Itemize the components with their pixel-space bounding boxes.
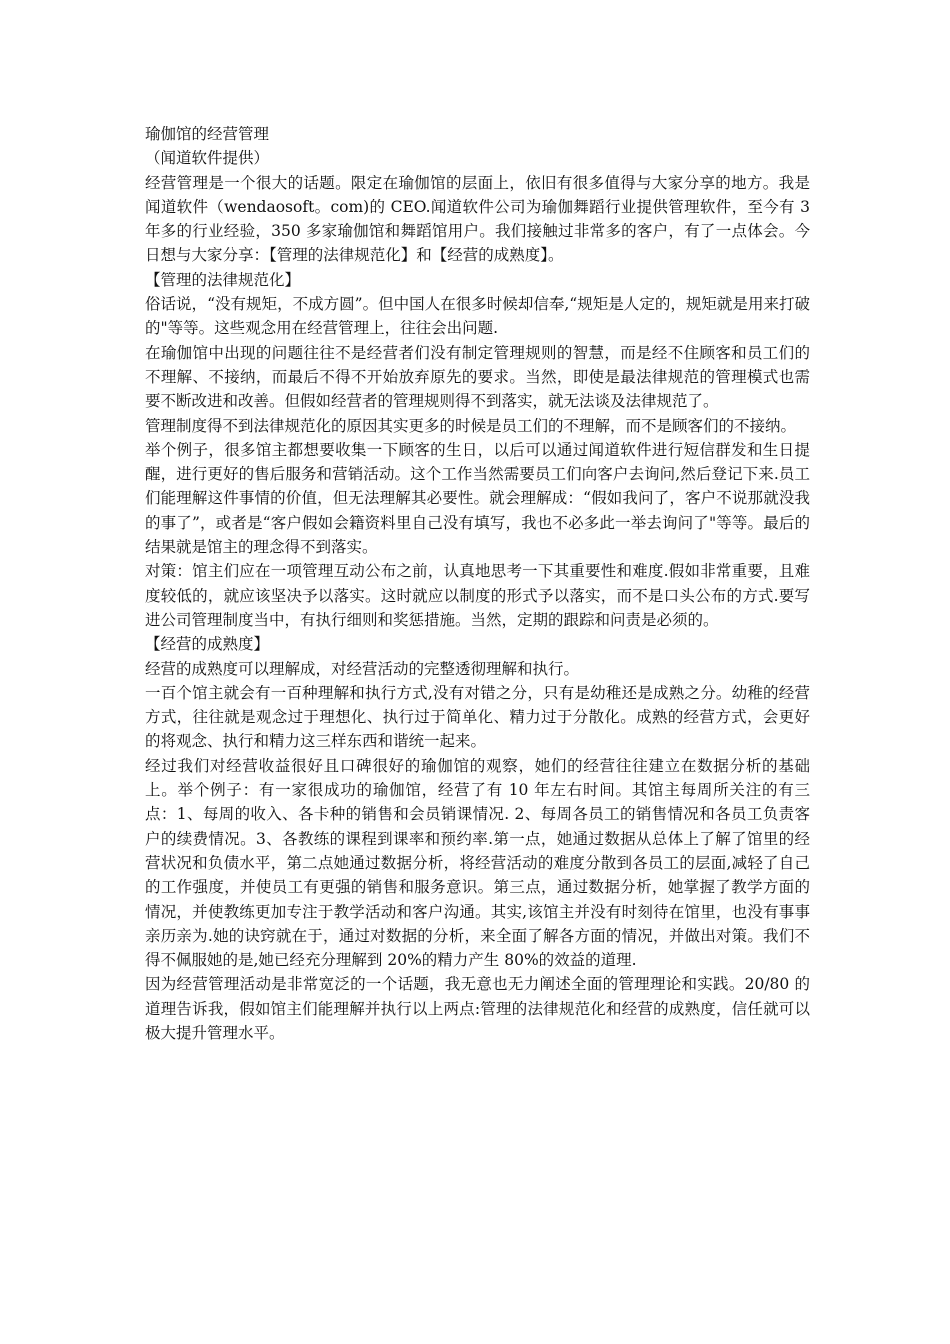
paragraph-example-birthday: 举个例子，很多馆主都想要收集一下顾客的生日，以后可以通过闻道软件进行短信群发和生日提醒，进行更好的售后服务和营销活动。这个工作当然需要员工们向客户去询问,然后登记下来.员工们能理解这件事情的价值，但无法理解其必要性。就会理解成：“假如我问了，客户不说那就没我的事了”，或者是“客户假如会籍资料里自己没有填写，我也不必多此一举去询问了"等等。最后的结果就是馆主的理念得不到落实。 xyxy=(145,440,810,557)
document-page xyxy=(145,122,810,1045)
paragraph-proverb: 俗话说，“没有规矩，不成方圆”。但中国人在很多时候却信奉,“规矩是人定的，规矩就是用来打破的"等等。这些观念用在经营管理上，往往会出问题. xyxy=(145,295,810,338)
paragraph-hundred-owners: 一百个馆主就会有一百种理解和执行方式,没有对错之分，只有是幼稚还是成熟之分。幼稚的经营方式，往往就是观念过于理想化、执行过于简单化、精力过于分散化。成熟的经营方式，会更好的将观念、执行和精力这三样东西和谐统一起来。 xyxy=(145,683,810,751)
paragraph-problems: 在瑜伽馆中出现的问题往往不是经营者们没有制定管理规则的智慧，而是经不住顾客和员工们的不理解、不接纳，而最后不得不开始放弃原先的要求。当然，即使是最法律规范的管理模式也需要不断改进和改善。但假如经营者的管理规则得不到落实，就无法谈及法律规范了。 xyxy=(145,343,810,411)
paragraph-reason: 管理制度得不到法律规范化的原因其实更多的时候是员工们的不理解，而不是顾客们的不接纳。 xyxy=(145,416,797,435)
paragraph-countermeasure: 对策：馆主们应在一项管理互动公布之前，认真地思考一下其重要性和难度.假如非常重要，且难度较低的，就应该坚决予以落实。这时就应以制度的形式予以落实，而不是口头公布的方式.要写进公司管理制度当中，有执行细则和奖惩措施。当然，定期的跟踪和问责是必须的。 xyxy=(145,562,810,629)
paragraph-data-analysis: 经过我们对经营收益很好且口碑很好的瑜伽馆的观察，她们的经营往往建立在数据分析的基础上。举个例子：有一家很成功的瑜伽馆，经营了有 10 年左右时间。其馆主每周所关注的有三点：1、每周的收入、各卡种的销售和会员销课情况. 2、每周各员工的销售情况和各员工负责客户的续费情况。3、各教练的课程到课率和预约率.第一点，她通过数据从总体上了解了馆里的经营状况和负债水平，第二点她通过数据分析，将经营活动的难度分散到各员工的层面,减轻了自己的工作强度，并使员工有更强的销售和服务意识。第三点，通过数据分析，她掌握了教学方面的情况，并使教练更加专注于教学活动和客户沟通。其实,该馆主并没有时刻待在馆里，也没有事事亲历亲为.她的诀窍就在于，通过对数据的分析，来全面了解各方面的情况，并做出对策。我们不得不佩服她的是,她已经充分理解到 20%的精力产生 80%的效益的道理. xyxy=(145,756,810,970)
document-subtitle: （闻道软件提供） xyxy=(145,149,270,168)
paragraph-maturity-definition: 经营的成熟度可以理解成，对经营活动的完整透彻理解和执行。 xyxy=(145,659,580,678)
section-heading-legal-standardization: 【管理的法律规范化】 xyxy=(145,270,301,289)
section-heading-maturity: 【经营的成熟度】 xyxy=(145,635,270,654)
paragraph-intro: 经营管理是一个很大的话题。限定在瑜伽馆的层面上，依旧有很多值得与大家分享的地方。我是闻道软件（wendaosoft。com)的 CEO.闻道软件公司为瑜伽舞蹈行业提供管理软件，至今有 3 年多的行业经验，350 多家瑜伽馆和舞蹈馆用户。我们接触过非常多的客户，有了一点体会。今日想与大家分享：【管理的法律规范化】和【经营的成熟度】。 xyxy=(145,173,810,265)
document-title: 瑜伽馆的经营管理 xyxy=(145,125,270,143)
paragraph-conclusion: 因为经营管理活动是非常宽泛的一个话题，我无意也无力阐述全面的管理理论和实践。20/80 的道理告诉我，假如馆主们能理解并执行以上两点:管理的法律规范化和经营的成熟度，信任就可以极大提升管理水平。 xyxy=(145,975,810,1042)
